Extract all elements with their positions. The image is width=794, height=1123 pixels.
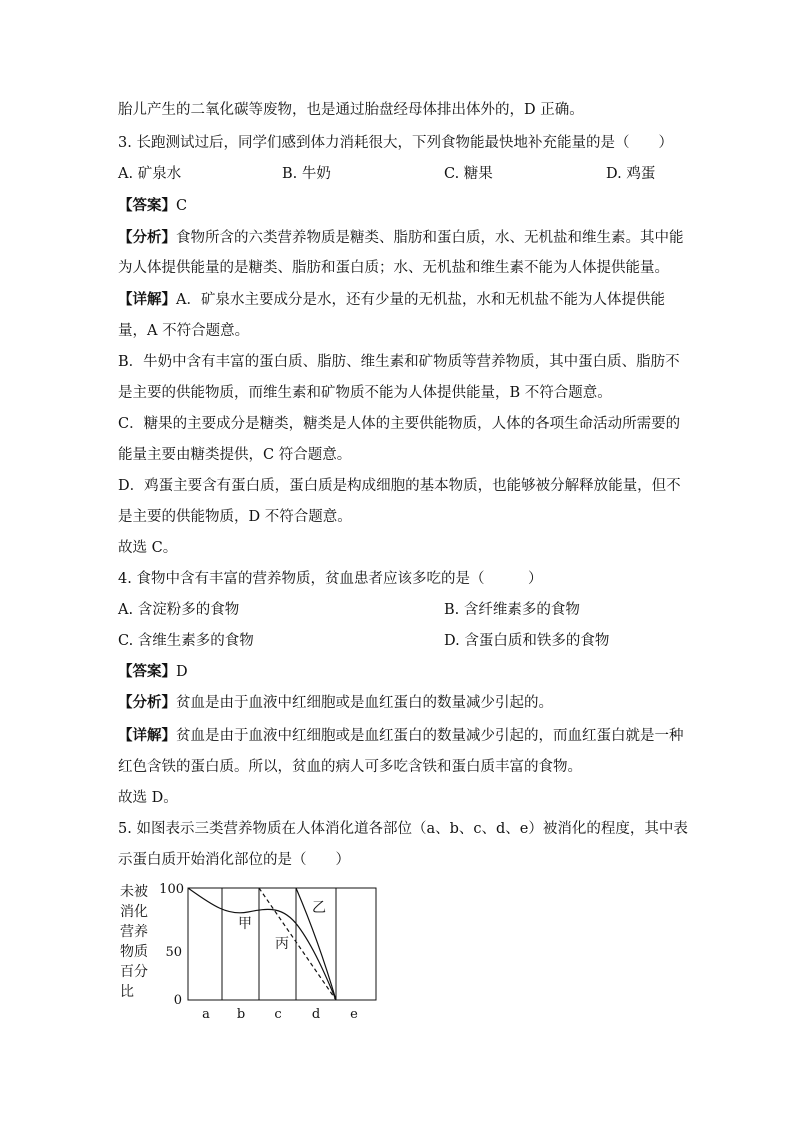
text-line: C．糖果的主要成分是糖类，糖类是人体的主要供能物质，人体的各项生命活动所需要的 [118, 416, 681, 432]
ylabel-line: 百分 [120, 964, 148, 980]
x-label: a [202, 1007, 210, 1022]
x-label: e [350, 1007, 358, 1022]
answer-line [118, 662, 188, 682]
x-label: d [311, 1007, 321, 1022]
q4-option-a: A. 含淀粉多的食物 [118, 602, 240, 618]
q4-option-c: C. 含维生素多的食物 [118, 633, 254, 649]
y-tick-label: 0 [173, 993, 182, 1008]
text-line: 故选 D。 [118, 790, 178, 806]
curve-label-yi: 乙 [312, 900, 326, 916]
text-line: 红色含铁的蛋白质。所以，贫血的病人可多吃含铁和蛋白质丰富的食物。 [118, 759, 582, 775]
explanation-text: A．矿泉水主要成分是水，还有少量的无机盐，水和无机盐不能为人体提供能 [176, 292, 665, 308]
analysis-tag: 【分析】 [118, 229, 176, 246]
ylabel-line: 比 [120, 984, 134, 1000]
analysis-text: 贫血是由于血液中红细胞或是血红蛋白的数量减少引起的。 [176, 695, 553, 711]
question-3: 3. 长跑测试过后，同学们感到体力消耗很大，下列食物能最快地补充能量的是（ ） [118, 135, 673, 151]
digestion-figure [118, 876, 388, 1026]
text-line: 是主要的供能物质，D 不符合题意。 [118, 509, 352, 525]
text-line: 故选 C。 [118, 540, 178, 556]
q3-option-d: D. 鸡蛋 [606, 166, 656, 182]
digestion-figure-svg [118, 876, 388, 1026]
q3-option-c: C. 糖果 [444, 166, 493, 182]
explanation-tag: 【详解】 [118, 727, 176, 744]
q3-option-b: B. 牛奶 [282, 166, 331, 182]
answer-value: D [176, 664, 188, 680]
analysis-line [118, 693, 553, 713]
q4-option-b: B. 含纤维素多的食物 [444, 602, 580, 618]
answer-line [118, 196, 187, 216]
question-5: 5. 如图表示三类营养物质在人体消化道各部位（a、b、c、d、e）被消化的程度，其中表 [118, 821, 688, 837]
curve-label-jia: 甲 [238, 916, 252, 932]
y-tick-label: 50 [165, 945, 182, 960]
x-label: b [236, 1007, 246, 1022]
ylabel-line: 消化 [120, 904, 148, 920]
ylabel-line: 物质 [120, 944, 148, 960]
question-4: 4. 食物中含有丰富的营养物质，贫血患者应该多吃的是（ ） [118, 571, 543, 587]
text-line: B．牛奶中含有丰富的蛋白质、脂肪、维生素和矿物质等营养物质，其中蛋白质、脂肪不 [118, 354, 680, 370]
x-label: c [274, 1007, 282, 1022]
curve-label-bing: 丙 [275, 936, 289, 952]
y-tick-label: 100 [159, 882, 184, 897]
text-line: 量，A 不符合题意。 [118, 323, 250, 339]
text-line: 为人体提供能量的是糖类、脂肪和蛋白质；水、无机盐和维生素不能为人体提供能量。 [118, 260, 669, 276]
explanation-text: 贫血是由于血液中红细胞或是血红蛋白的数量减少引起的，而血红蛋白就是一种 [176, 728, 684, 744]
ylabel-line: 未被 [120, 884, 148, 900]
answer-tag: 【答案】 [118, 663, 176, 680]
analysis-line [118, 228, 684, 248]
answer-value: C [176, 198, 188, 214]
explanation-line [118, 290, 665, 310]
q3-option-a: A. 矿泉水 [118, 166, 182, 182]
explanation-tag: 【详解】 [118, 291, 176, 308]
explanation-line [118, 726, 684, 746]
text-line: D．鸡蛋主要含有蛋白质，蛋白质是构成细胞的基本物质，也能够被分解释放能量，但不 [118, 478, 681, 494]
text-line: 胎儿产生的二氧化碳等废物，也是通过胎盘经母体排出体外的，D 正确。 [118, 102, 584, 118]
text-line: 是主要的供能物质，而维生素和矿物质不能为人体提供能量，B 不符合题意。 [118, 385, 612, 401]
ylabel-line: 营养 [120, 924, 148, 940]
text-line: 示蛋白质开始消化部位的是（ ） [118, 852, 350, 868]
analysis-tag: 【分析】 [118, 694, 176, 711]
q4-option-d: D. 含蛋白质和铁多的食物 [444, 633, 610, 649]
text-line: 能量主要由糖类提供，C 符合题意。 [118, 447, 352, 463]
answer-tag: 【答案】 [118, 197, 176, 214]
analysis-text: 食物所含的六类营养物质是糖类、脂肪和蛋白质，水、无机盐和维生素。其中能 [176, 230, 684, 246]
